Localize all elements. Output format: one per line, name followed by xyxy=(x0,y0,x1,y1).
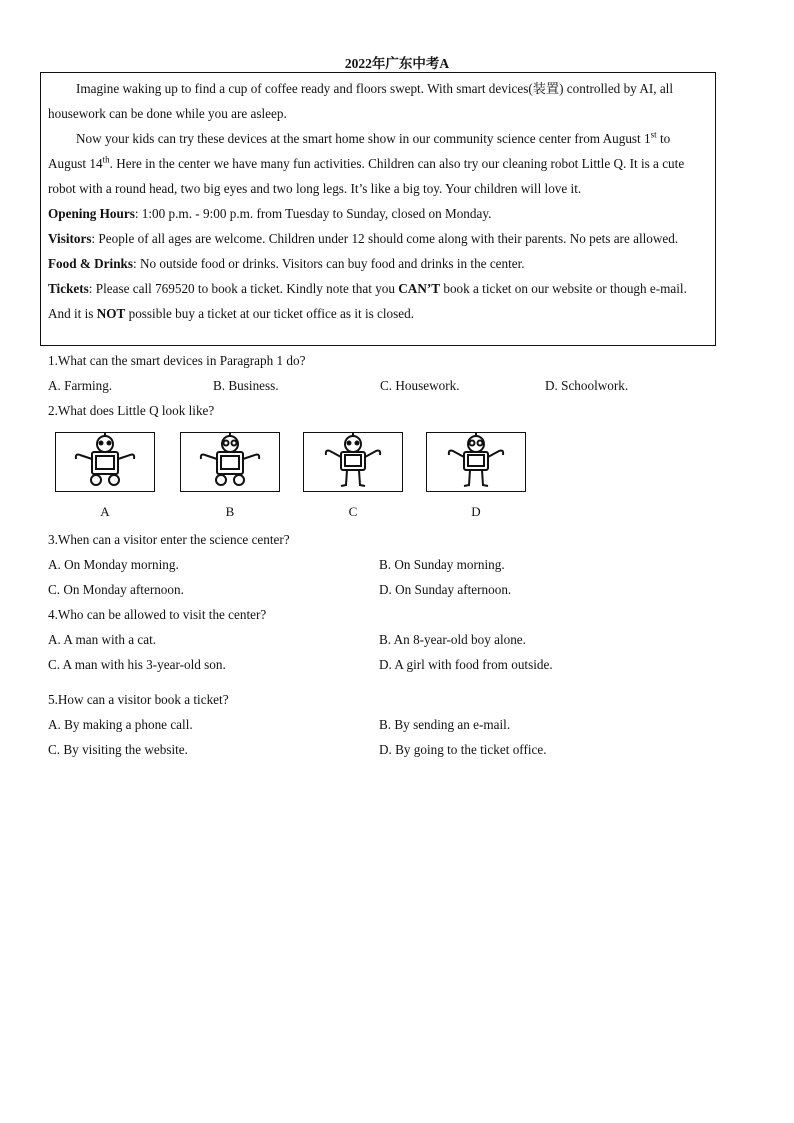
paragraph-2-text-c: . Here in the center we have many fun activities. Children can also try our cleaning robot Little Q. It is a cute robot with a round head, two big eyes and two long legs. It’s like a big toy. Your children will love it. xyxy=(48,156,685,196)
opening-hours-label: Opening Hours xyxy=(48,206,135,221)
superscript-th: th xyxy=(102,154,110,165)
robot-images-row xyxy=(55,432,535,522)
robot-b-label: B xyxy=(225,504,235,519)
q5-option-d[interactable]: D. By going to the ticket office. xyxy=(379,742,547,757)
tickets-text-b: book a ticket on our website or though e-mail. And it is xyxy=(48,281,687,321)
passage-paragraph-1: Imagine waking up to find a cup of coffee ready and floors swept. With smart devices(装置) controlled by AI, all housework can be done while you are asleep. xyxy=(48,81,674,121)
robot-a-image[interactable] xyxy=(55,432,155,492)
robot-d-image[interactable] xyxy=(426,432,526,492)
q5-option-a[interactable]: A. By making a phone call. xyxy=(48,717,193,732)
q5-option-b[interactable]: B. By sending an e-mail. xyxy=(379,717,511,732)
question-1: 1.What can the smart devices in Paragraph 1 do? xyxy=(48,353,306,368)
q4-option-d[interactable]: D. A girl with food from outside. xyxy=(379,657,553,672)
q1-option-c[interactable]: C. Housework. xyxy=(380,378,460,393)
robot-b-image[interactable] xyxy=(180,432,280,492)
q4-option-a[interactable]: A. A man with a cat. xyxy=(48,632,157,647)
q1-option-a[interactable]: A. Farming. xyxy=(48,378,113,393)
robot-c-label: C xyxy=(348,504,358,519)
tickets-line xyxy=(48,276,708,326)
q3-option-d[interactable]: D. On Sunday afternoon. xyxy=(379,582,512,597)
q3-option-b[interactable]: B. On Sunday morning. xyxy=(379,557,505,572)
robot-a-label: A xyxy=(100,504,110,519)
question-4: 4.Who can be allowed to visit the center? xyxy=(48,607,267,622)
food-drinks-label: Food & Drinks xyxy=(48,256,133,271)
food-drinks-line xyxy=(48,251,708,276)
q1-option-b[interactable]: B. Business. xyxy=(213,378,279,393)
q5-option-c[interactable]: C. By visiting the website. xyxy=(48,742,188,757)
visitors-text: : People of all ages are welcome. Children under 12 should come along with their parents. No pets are allowed. xyxy=(91,231,679,246)
robot-d-label: D xyxy=(471,504,481,519)
visitors-label: Visitors xyxy=(48,231,92,246)
q3-option-a[interactable]: A. On Monday morning. xyxy=(48,557,179,572)
reading-passage-box xyxy=(40,72,716,346)
q1-option-d[interactable]: D. Schoolwork. xyxy=(545,378,629,393)
paragraph-2-text-a: Now your kids can try these devices at the smart home show in our community science center from August 1 xyxy=(76,131,651,146)
paragraph-2-text-b: to August 14 xyxy=(48,131,671,171)
question-2: 2.What does Little Q look like? xyxy=(48,403,215,418)
tickets-not: NOT xyxy=(96,306,126,321)
opening-hours-line xyxy=(48,201,708,226)
question-3: 3.When can a visitor enter the science center? xyxy=(48,532,290,547)
passage-paragraph-2 xyxy=(48,126,708,201)
q4-option-c[interactable]: C. A man with his 3-year-old son. xyxy=(48,657,226,672)
question-5: 5.How can a visitor book a ticket? xyxy=(48,692,229,707)
tickets-text-a: : Please call 769520 to book a ticket. Kindly note that you xyxy=(88,281,399,296)
superscript-st: st xyxy=(650,129,657,140)
robot-c-image[interactable] xyxy=(303,432,403,492)
q4-option-b[interactable]: B. An 8-year-old boy alone. xyxy=(379,632,526,647)
opening-hours-text: : 1:00 p.m. - 9:00 p.m. from Tuesday to Sunday, closed on Monday. xyxy=(134,206,492,221)
tickets-label: Tickets xyxy=(48,281,89,296)
tickets-cant: CAN’T xyxy=(398,281,441,296)
q3-option-c[interactable]: C. On Monday afternoon. xyxy=(48,582,184,597)
food-drinks-text: : No outside food or drinks. Visitors can buy food and drinks in the center. xyxy=(133,256,525,271)
page-title: 2022年广东中考A xyxy=(344,56,450,71)
visitors-line xyxy=(48,226,708,251)
tickets-text-c: possible buy a ticket at our ticket office as it is closed. xyxy=(125,306,415,321)
